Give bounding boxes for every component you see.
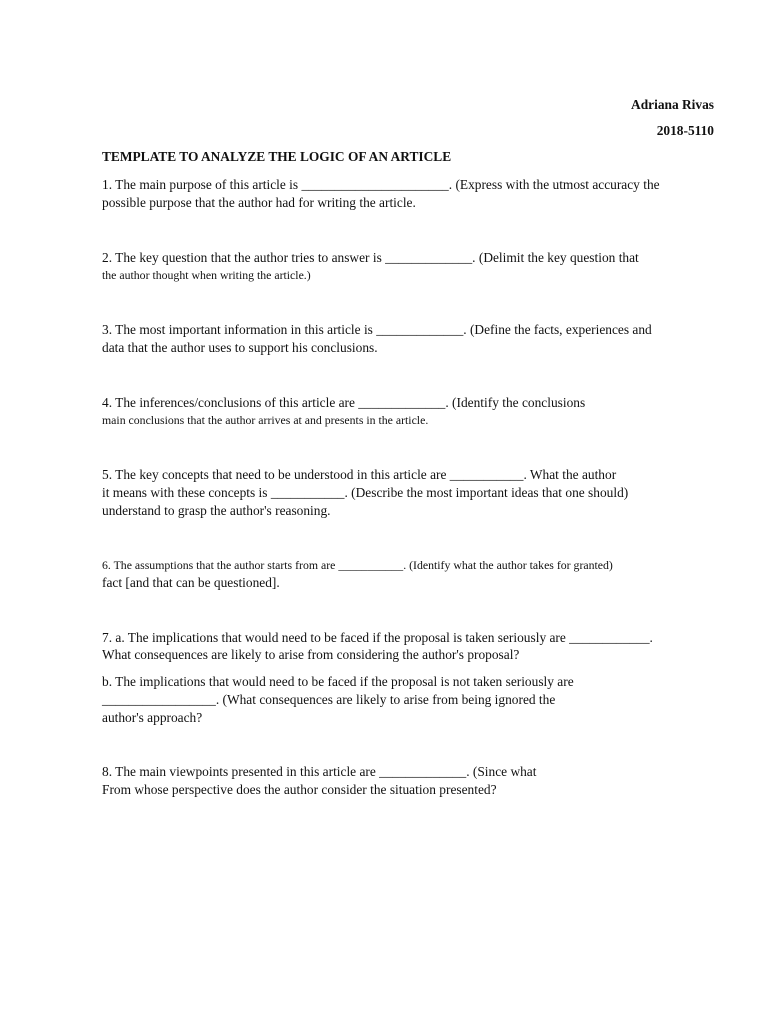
item-2-line-1: 2. The key question that the author tries to answer is _____________. (Delimit the key question that	[102, 250, 639, 265]
author-name: Adriana Rivas	[631, 97, 714, 112]
item-5-line-3: understand to grasp the author's reasoning.	[102, 503, 331, 518]
item-7a-line-2: What consequences are likely to arise from considering the author's proposal?	[102, 647, 520, 662]
item-4-line-2: main conclusions that the author arrives at and presents in the article.	[102, 413, 429, 427]
document-id: 2018-5110	[656, 123, 714, 138]
item-5-line-2: it means with these concepts is ___________. (Describe the most important ideas that one should)	[102, 485, 629, 500]
item-1-line-2: possible purpose that the author had for writing the article.	[102, 195, 416, 210]
item-7b-line-3: author's approach?	[102, 710, 203, 725]
item-8-line-2: From whose perspective does the author consider the situation presented?	[102, 782, 497, 797]
item-6-line-1: 6. The assumptions that the author starts from are ___________. (Identify what the author takes for granted)	[102, 558, 613, 572]
item-8-line-1: 8. The main viewpoints presented in this article are _____________. (Since what	[102, 764, 537, 779]
item-3-line-2: data that the author uses to support his conclusions.	[102, 340, 378, 355]
document-title: TEMPLATE TO ANALYZE THE LOGIC OF AN ARTICLE	[102, 149, 452, 164]
item-7b-line-1: b. The implications that would need to be faced if the proposal is not taken seriously are	[102, 674, 574, 689]
item-6-line-2: fact [and that can be questioned].	[102, 575, 280, 590]
item-5-line-1: 5. The key concepts that need to be understood in this article are ___________. What the author	[102, 467, 617, 482]
item-7a-line-1: 7. a. The implications that would need to be faced if the proposal is taken seriously are ____________.	[102, 630, 653, 645]
item-7b-line-2: _________________. (What consequences are likely to arise from being ignored the	[102, 692, 556, 707]
item-1-line-1: 1. The main purpose of this article is ______________________. (Express with the utmost accuracy the	[102, 177, 660, 192]
item-3-line-1: 3. The most important information in this article is _____________. (Define the facts, experiences and	[102, 322, 652, 337]
item-2-line-2: the author thought when writing the article.)	[102, 268, 311, 282]
item-4-line-1: 4. The inferences/conclusions of this article are _____________. (Identify the conclusions	[102, 395, 586, 410]
